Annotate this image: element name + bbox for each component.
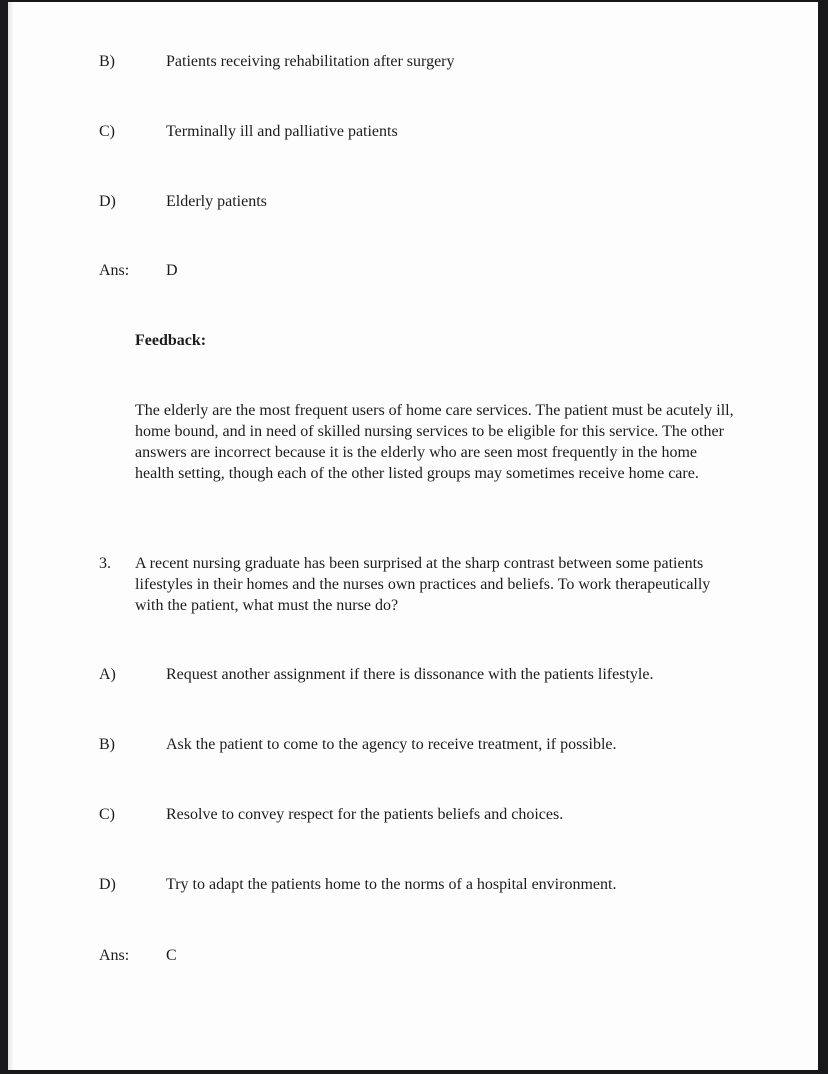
feedback-body: The elderly are the most frequent users of home care services. The patient must be acutely ill, home bound, and in need of skilled nursing services to be eligible for this service. The other answers are incorrect because it is the elderly who are seen most frequently in the home health setting, though each of the other listed groups may sometimes receive home care. [135, 402, 734, 482]
option-letter: B) [99, 736, 115, 753]
question-text: A recent nursing graduate has been surprised at the sharp contrast between some patients lifestyles in their homes and the nurses own practices and beliefs. To work therapeutically with the patient, what must the nurse do? [135, 555, 711, 614]
option-letter: B) [99, 53, 115, 70]
answer-option-row [99, 804, 563, 825]
answer-option-row [99, 734, 617, 755]
answer-option-row [99, 191, 267, 212]
option-text: Ask the patient to come to the agency to receive treatment, if possible. [166, 736, 617, 753]
answer-row [99, 945, 177, 966]
option-text: Patients receiving rehabilitation after surgery [166, 53, 455, 70]
answer-row [99, 260, 178, 281]
answer-option-row [99, 874, 616, 895]
option-letter: D) [99, 876, 116, 893]
option-letter: A) [99, 666, 116, 683]
option-text: Try to adapt the patients home to the norms of a hospital environment. [166, 876, 617, 893]
answer-label: Ans: [99, 947, 130, 964]
option-text: Elderly patients [166, 193, 267, 210]
option-text: Resolve to convey respect for the patients beliefs and choices. [166, 806, 564, 823]
answer-option-row [99, 664, 653, 685]
answer-label: Ans: [99, 262, 130, 279]
answer-value: D [166, 262, 178, 279]
answer-option-row [99, 121, 398, 142]
option-letter: C) [99, 806, 115, 823]
option-letter: C) [99, 123, 115, 140]
answer-value: C [166, 947, 177, 964]
answer-option-row [99, 51, 455, 72]
option-letter: D) [99, 193, 116, 210]
feedback-heading: Feedback: [135, 332, 207, 349]
question-number: 3. [99, 555, 111, 572]
option-text: Terminally ill and palliative patients [166, 123, 398, 140]
document-page [8, 2, 818, 1070]
option-text: Request another assignment if there is dissonance with the patients lifestyle. [166, 666, 654, 683]
